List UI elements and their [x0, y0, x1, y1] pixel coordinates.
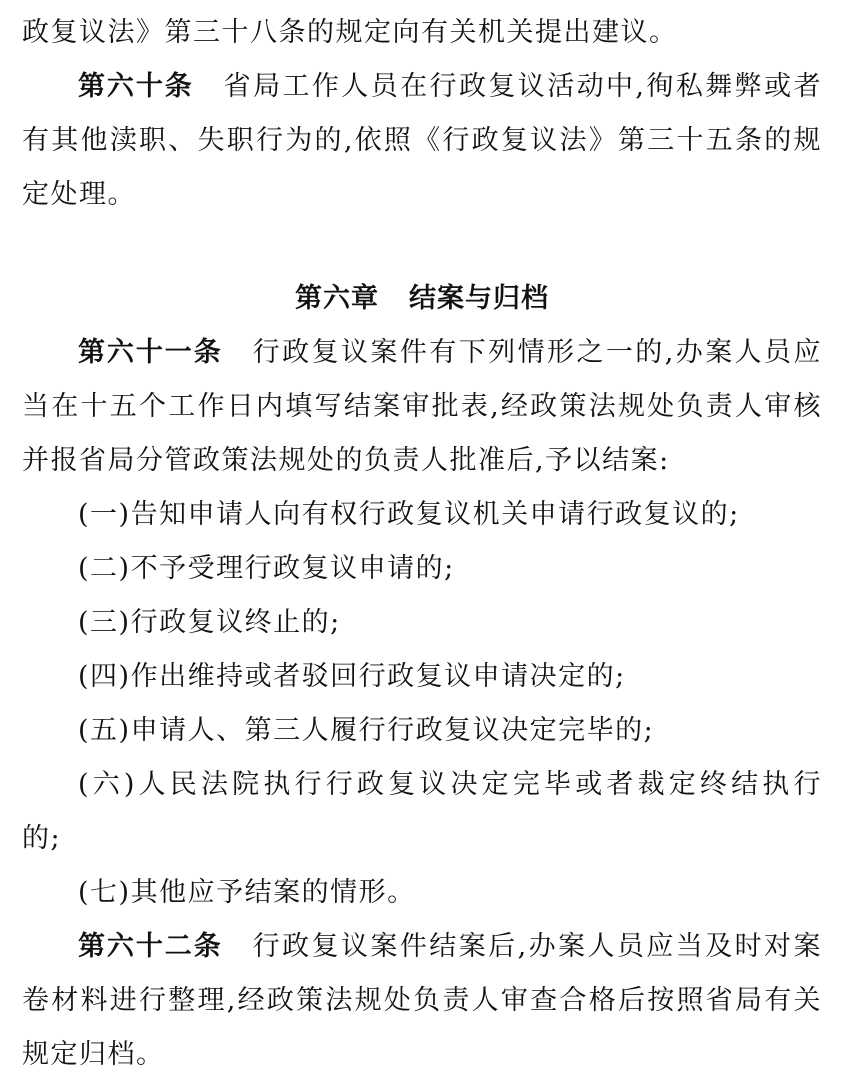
list-item-7: (七)其他应予结案的情形。 — [78, 877, 416, 908]
article-62-line-2: 卷材料进行整理,经政策法规处负责人审查合格后按照省局有关 — [22, 985, 822, 1016]
list-item-1: (一)告知申请人向有权行政复议机关申请行政复议的; — [78, 499, 740, 530]
article-59-tail-line: 政复议法》第三十八条的规定向有关机关提出建议。 — [22, 17, 678, 48]
article-62-line-3: 规定归档。 — [22, 1039, 165, 1070]
article-60-text-1: 省局工作人员在行政复议活动中,徇私舞弊或者 — [223, 71, 822, 102]
article-61-line-2: 当在十五个工作日内填写结案审批表,经政策法规处负责人审核 — [22, 391, 822, 422]
list-item-2: (二)不予受理行政复议申请的; — [78, 553, 455, 584]
article-60-line-3: 定处理。 — [22, 179, 136, 210]
article-60-line-1 — [22, 60, 822, 114]
list-item-3: (三)行政复议终止的; — [78, 607, 341, 638]
list-item-5: (五)申请人、第三人履行行政复议决定完毕的; — [78, 715, 655, 746]
article-62-number: 第六十二条 — [78, 931, 223, 962]
article-60-number: 第六十条 — [78, 71, 194, 102]
article-62-text-1: 行政复议案件结案后,办案人员应当及时对案 — [252, 931, 822, 962]
article-61-line-3: 并报省局分管政策法规处的负责人批准后,予以结案: — [22, 445, 670, 476]
list-item-4: (四)作出维持或者驳回行政复议申请决定的; — [78, 661, 626, 692]
chapter-number: 第六章 — [295, 283, 379, 314]
article-62-line-1 — [22, 920, 822, 974]
document-page — [22, 6, 822, 1082]
article-61-text-1: 行政复议案件有下列情形之一的,办案人员应 — [252, 337, 822, 368]
article-60-line-2: 有其他渎职、失职行为的,依照《行政复议法》第三十五条的规 — [22, 125, 822, 156]
list-item-6-continuation: 的; — [22, 823, 62, 854]
chapter-title: 结案与归档 — [409, 283, 549, 314]
list-item-6: (六)人民法院执行行政复议决定完毕或者裁定终结执行 — [78, 769, 822, 800]
article-61-number: 第六十一条 — [78, 337, 223, 368]
article-61-line-1 — [22, 326, 822, 380]
chapter-heading — [22, 272, 822, 326]
